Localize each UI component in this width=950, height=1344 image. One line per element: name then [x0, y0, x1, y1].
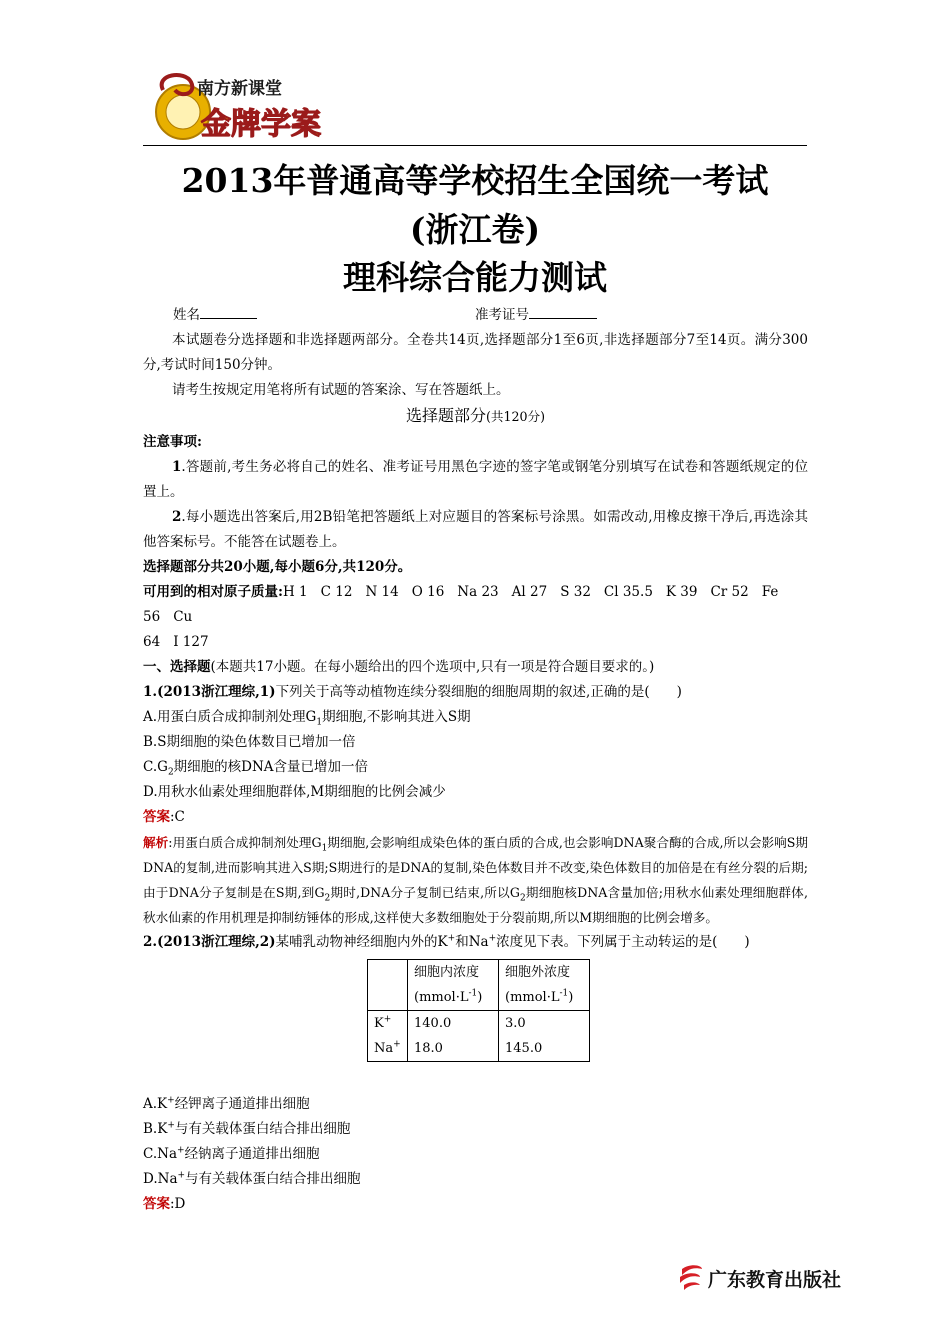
question-1-option-b: B.S期细胞的染色体数目已增加一倍 — [143, 734, 356, 750]
question-2-option-c: C.Na+经钠离子通道排出细胞 — [143, 1145, 320, 1162]
part1-heading: 一、选择题(本题共17小题。在每小题给出的四个选项中,只有一项是符合题目要求的。) — [143, 659, 655, 675]
exam-subject: 理科综合能力测试 — [343, 258, 607, 297]
question-2-option-b: B.K+与有关载体蛋白结合排出细胞 — [143, 1120, 351, 1137]
logo-top-text: 南方新课堂 — [197, 79, 282, 99]
question-2-option-a: A.K+经钾离子通道排出细胞 — [143, 1095, 310, 1112]
name-label: 姓名 — [173, 307, 200, 323]
exam-title: 2013年普通高等学校招生全国统一考试 — [181, 161, 769, 200]
publisher-logo — [678, 1263, 878, 1293]
notice-label: 注意事项: — [143, 434, 202, 450]
table-ion-cell: K+ Na+ — [368, 1011, 408, 1062]
intro-paragraph-1: 本试题卷分选择题和非选择题两部分。全卷共14页,选择题部分1至6页,非选择题部分7至14页。满分300分,考试时间150分钟。 — [143, 332, 808, 373]
exam-content — [143, 303, 808, 1217]
question-1-option-c: $C.G_2$期细胞的核DNA含量已增加一倍 — [143, 759, 369, 778]
logo-jinpai-xuean — [145, 72, 345, 144]
logo-main-text: 金牌学案 — [201, 107, 321, 142]
question-1-option-d: D.用秋水仙素处理细胞群体,M期细胞的比例会减少 — [143, 784, 446, 800]
name-field[interactable] — [200, 304, 257, 319]
table-header-inside: 细胞内浓度 $(mmol\cdot L^{-1})$ — [408, 960, 499, 1011]
candidate-info-row — [143, 303, 808, 328]
question-2-option-d: D.Na+与有关载体蛋白结合排出细胞 — [143, 1170, 361, 1187]
table-row — [368, 1011, 590, 1062]
table-corner-cell — [368, 960, 408, 1011]
intro-paragraph-2: 请考生按规定用笔将所有试题的答案涂、写在答题纸上。 — [172, 382, 510, 398]
notice-1: 1.答题前,考生务必将自己的姓名、准考证号用黑色字迹的签字笔或钢笔分别填写在试卷和答题纸规定的位置上。 — [143, 459, 808, 500]
exam-region: (浙江卷) — [409, 210, 541, 249]
publisher-name: 广东教育出版社 — [708, 1269, 842, 1291]
section-summary: 选择题部分共20小题,每小题6分,共120分。 — [143, 559, 412, 575]
question-1-stem: 1.(2013浙江理综,1)下列关于高等动植物连续分裂细胞的细胞周期的叙述,正确的是( ) — [143, 684, 682, 700]
atomic-masses: 可用到的相对原子质量:H 1 C 12 N 14 O 16 Na 23 Al 27 S 32 Cl 35.5 K 39 Cr 52 Fe 56 Cu 64 I 127 — [143, 584, 779, 650]
question-1-explanation: 解析:用蛋白质合成抑制剂处理$G_1$期细胞,会影响组成染色体的蛋白质的合成,也会影响DNA聚合酶的合成,所以会影响S期DNA的复制,进而影响其进入S期;S期进行的是DNA的复制,染色体数目并不改变,染色体数目的加倍是在有丝分裂的后期;由于DNA分子复制是在S期,到$G_2$期时,DNA分子复制已结束,所以$G_2$期细胞核DNA含量加倍;用秋水仙素处理细胞群体,秋水仙素的作用机理是抑制纺锤体的形成,这样使大多数细胞处于分裂前期,所以M期细胞的比例会增多。 — [143, 835, 809, 925]
ion-concentration-table — [367, 959, 590, 1062]
header-rule — [143, 145, 807, 146]
section-title: 选择题部分(共120分) — [405, 406, 546, 425]
id-label: 准考证号 — [475, 307, 529, 323]
publisher-mark-icon — [678, 1263, 704, 1291]
question-2-answer: 答案:D — [143, 1196, 186, 1212]
question-1-option-a: A.用蛋白质合成抑制剂处理$G_1$期细胞,不影响其进入S期 — [143, 709, 471, 728]
notice-2: 2.每小题选出答案后,用2B铅笔把答题纸上对应题目的答案标号涂黑。如需改动,用橡皮擦干净后,再选涂其他答案标号。不能答在试题卷上。 — [143, 509, 808, 550]
question-2-stem: 2.(2013浙江理综,2)某哺乳动物神经细胞内外的K+和Na+浓度见下表。下列属于主动转运的是( ) — [143, 933, 750, 950]
table-inside-values: 140.0 18.0 — [408, 1011, 499, 1062]
table-outside-values: 3.0 145.0 — [499, 1011, 590, 1062]
id-field[interactable] — [529, 304, 597, 319]
question-1-answer: 答案:C — [143, 809, 185, 825]
table-header-row — [368, 960, 590, 1011]
table-header-outside: 细胞外浓度 $(mmol\cdot L^{-1})$ — [499, 960, 590, 1011]
